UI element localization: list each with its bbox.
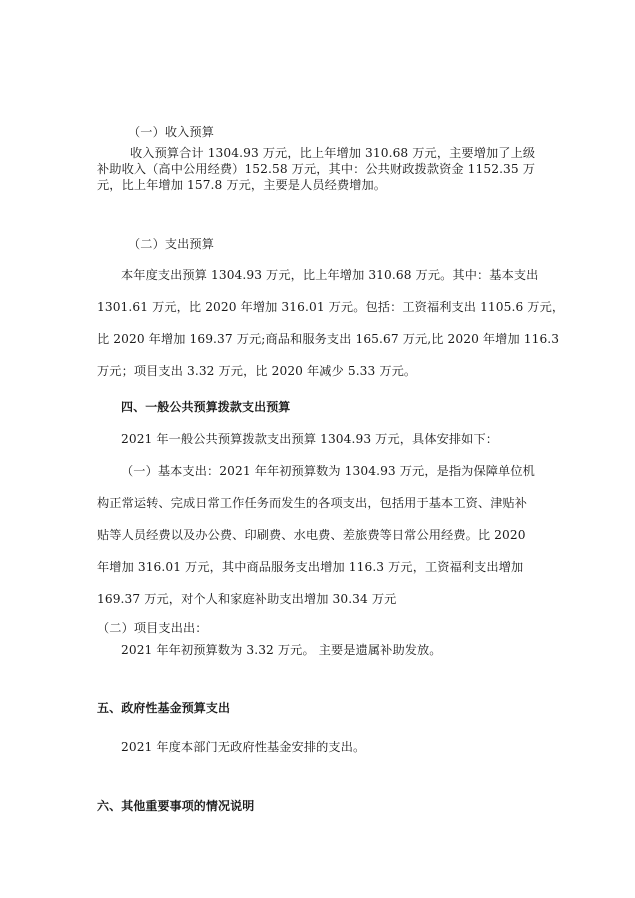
section-six-heading: 六、其他重要事项的情况说明: [97, 799, 255, 813]
basic-expense-line-4: 年增加 316.01 万元，其中商品服务支出增加 116.3 万元，工资福利支出增加: [97, 560, 524, 574]
section-five-line: 2021 年度本部门无政府性基金安排的支出。: [121, 740, 366, 754]
income-budget-line-1: 收入预算合计 1304.93 万元，比上年增加 310.68 万元，主要增加了上级: [130, 146, 536, 160]
expense-budget-line-4: 万元；项目支出 3.32 万元，比 2020 年减少 5.33 万元。: [97, 364, 417, 378]
basic-expense-line-3: 贴等人员经费以及办公费、印刷费、水电费、差旅费等日常公用经费。比 2020: [97, 528, 526, 542]
income-budget-heading: （一）收入预算: [128, 125, 215, 139]
basic-expense-line-5: 169.37 万元，对个人和家庭补助支出增加 30.34 万元: [97, 592, 397, 606]
income-budget-line-3: 元，比上年增加 157.8 万元，主要是人员经费增加。: [97, 178, 387, 192]
basic-expense-line-2: 构正常运转、完成日常工作任务而发生的各项支出，包括用于基本工资、津贴补: [97, 496, 528, 510]
project-expense-line: 2021 年年初预算数为 3.32 万元。 主要是遗属补助发放。: [121, 643, 442, 657]
expense-budget-line-3: 比 2020 年增加 169.37 万元;商品和服务支出 165.67 万元,比 2020 年增加 116.3: [97, 332, 560, 346]
income-budget-line-2: 补助收入（高中公用经费）152.58 万元，其中：公共财政拨款资金 1152.35 万: [97, 162, 536, 176]
expense-budget-line-1: 本年度支出预算 1304.93 万元，比上年增加 310.68 万元。其中：基本支出: [121, 268, 539, 282]
section-four-heading: 四、一般公共预算拨款支出预算: [121, 400, 291, 414]
section-four-intro: 2021 年一般公共预算拨款支出预算 1304.93 万元，具体安排如下：: [121, 432, 499, 446]
section-five-heading: 五、政府性基金预算支出: [97, 701, 231, 715]
project-expense-heading: （二）项目支出出：: [97, 621, 208, 635]
expense-budget-line-2: 1301.61 万元，比 2020 年增加 316.01 万元。包括：工资福利支出 1105.6 万元，: [97, 300, 565, 314]
basic-expense-line-1: （一）基本支出：2021 年年初预算数为 1304.93 万元，是指为保障单位机: [121, 464, 535, 478]
expense-budget-heading: （二）支出预算: [128, 237, 215, 251]
